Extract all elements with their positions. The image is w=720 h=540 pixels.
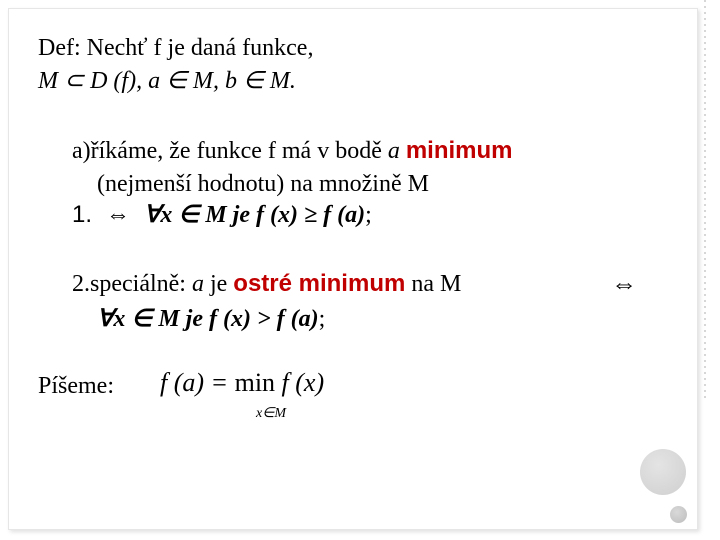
formula-right: f (x) — [281, 368, 325, 397]
item-a-line-3 — [72, 201, 372, 229]
item-b-keyword: ostré minimum — [233, 270, 406, 297]
item-b-intro: 2.speciálně: — [72, 271, 186, 297]
equivalence-icon: ⇔ — [106, 202, 131, 228]
item-b-var: a — [191, 271, 204, 297]
item-b-tail: na M — [411, 271, 462, 297]
item-a-end: ; — [365, 202, 372, 228]
item-b-condition: ∀x ∈ M je f (x) > f (a) — [97, 306, 319, 332]
item-b-line-1 — [72, 270, 461, 298]
item-b-mid: je — [209, 271, 228, 297]
min-formula — [160, 368, 324, 398]
item-a-line-1 — [72, 137, 513, 165]
item-b-end: ; — [318, 306, 326, 332]
definition-line-1: Def: Nechť f je daná funkce, — [38, 35, 314, 61]
definition-line-2: M ⊂ D (f), a ∈ M, b ∈ M. — [38, 68, 296, 94]
item-a-condition: ∀x ∈ M je f (x) ≥ f (a) — [144, 202, 366, 228]
equivalence-icon: ⇔ — [611, 269, 637, 298]
formula-min: min — [234, 368, 276, 397]
formula-subscript: x∈M — [256, 406, 287, 421]
dotted-divider — [704, 0, 706, 400]
writing-label: Píšeme: — [38, 373, 114, 399]
item-b-line-2 — [97, 305, 325, 333]
decorative-circle-small — [670, 506, 687, 523]
item-a-keyword: minimum — [405, 137, 513, 164]
item-a-number: 1. — [72, 201, 93, 228]
item-a-paren: (nejmenší hodnotu) na množině M — [97, 171, 429, 197]
decorative-circle-large — [640, 449, 686, 495]
formula-left: f (a) = — [160, 368, 229, 397]
item-a-intro: a)říkáme, že funkce f má v bodě — [72, 138, 382, 164]
item-a-var: a — [387, 138, 400, 164]
